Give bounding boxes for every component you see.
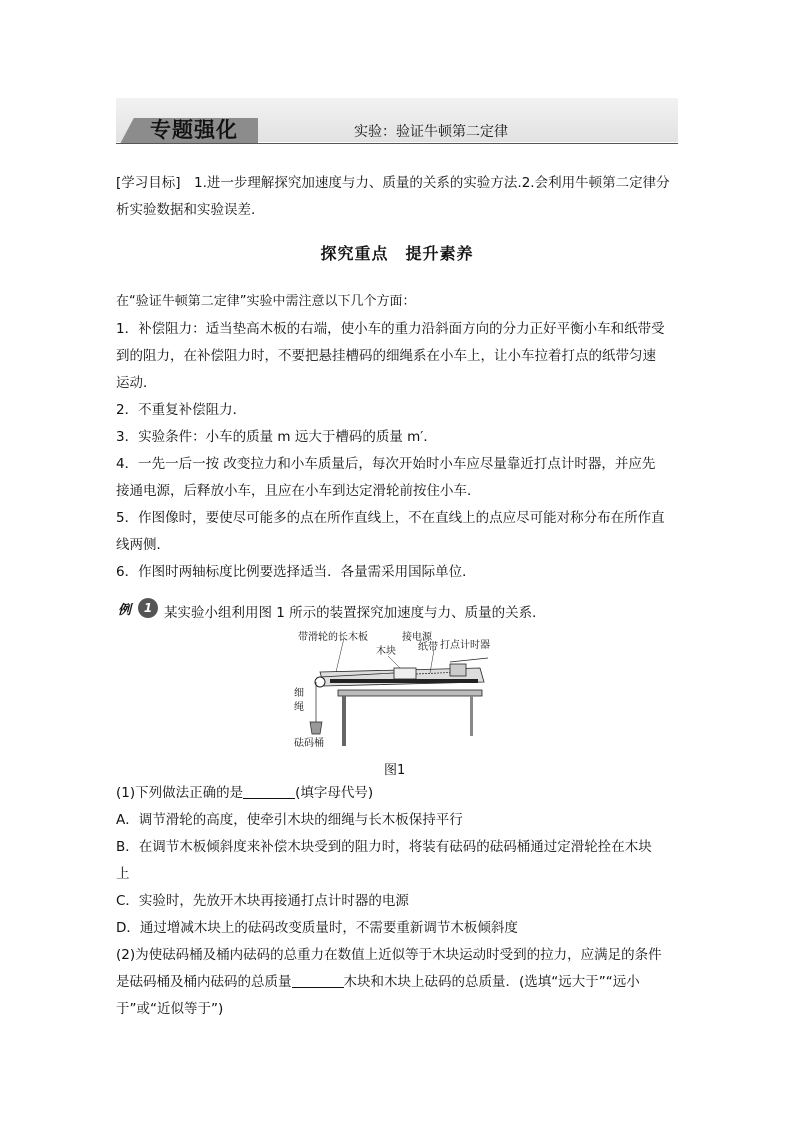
point-line: 接通电源，后释放小车，且应在小车到达定滑轮前按住小车． xyxy=(116,483,481,499)
label-rope-2: 绳 xyxy=(294,702,304,713)
header-rule xyxy=(116,143,678,144)
weight-bucket xyxy=(310,722,322,734)
label-block: 木块 xyxy=(376,646,396,657)
question-1 xyxy=(116,783,373,803)
point-line: 运动． xyxy=(116,375,157,391)
objectives-line-2: 析实验数据和实验误差. xyxy=(116,202,256,218)
question-2-line-3: 于”或“近似等于”) xyxy=(116,1001,224,1017)
question-1-suffix: (填字母代号) xyxy=(295,785,374,801)
example-badge xyxy=(116,597,162,619)
question-2-line-1: (2)为使砝码桶及桶内砝码的总重力在数值上近似等于木块运动时受到的拉力，应满足的条件 xyxy=(116,947,662,963)
table-top xyxy=(338,690,482,696)
option-b: B．在调节木板倾斜度来补偿木块受到的阻力时，将装有砝码的砝码桶通过定滑轮拴在木块 xyxy=(116,839,652,855)
timer xyxy=(450,664,466,676)
question-2-prefix: 是砝码桶及桶内砝码的总质量 xyxy=(116,974,292,990)
label-power: 接电源 xyxy=(402,632,432,643)
answer-blank[interactable] xyxy=(243,784,295,799)
header-tab-title: 专题强化 xyxy=(150,118,238,142)
point-line: 5．作图像时，要使尽可能多的点在所作直线上，不在直线上的点应尽可能对称分布在所作直 xyxy=(116,510,665,526)
option-d: D．通过增减木块上的砝码改变质量时，不需要重新调节木板倾斜度 xyxy=(116,920,518,936)
table-leg xyxy=(470,696,473,736)
point-line: 到的阻力，在补偿阻力时，不要把悬挂槽码的细绳系在小车上，让小车拉着打点的纸带匀速 xyxy=(116,348,656,364)
point-line: 3．实验条件：小车的质量 m 远大于槽码的质量 m′． xyxy=(116,429,437,445)
point-line: 线两侧． xyxy=(116,537,170,553)
label-board: 带滑轮的长木板 xyxy=(298,632,368,643)
objectives-line-1: [学习目标] 1.进一步理解探究加速度与力、质量的关系的实验方法.2.会利用牛顿第二定律分 xyxy=(116,175,670,191)
example-badge-number: 1 xyxy=(138,598,158,618)
answer-blank[interactable] xyxy=(292,973,344,988)
point-line: 2．不重复补偿阻力． xyxy=(116,402,247,418)
point-line: 6．作图时两轴标度比例要选择适当．各量需采用国际单位． xyxy=(116,564,476,580)
pulley xyxy=(315,677,325,687)
question-2-line-2 xyxy=(116,972,640,992)
label-tape: 纸带 xyxy=(418,642,438,653)
option-b-cont: 上 xyxy=(116,866,130,882)
board-track xyxy=(330,679,478,683)
figure-caption: 图1 xyxy=(384,763,406,778)
question-2-suffix: 木块和木块上砝码的总质量．(选填“远大于”“远小 xyxy=(343,974,640,990)
example-intro: 某实验小组利用图 1 所示的装置探究加速度与力、质量的关系． xyxy=(164,605,546,621)
power-cord xyxy=(450,658,488,662)
example-badge-label: 例 xyxy=(118,603,132,618)
question-1-prefix: (1)下列做法正确的是 xyxy=(116,785,244,801)
wooden-block xyxy=(394,668,416,679)
apparatus-figure xyxy=(290,630,490,748)
option-c: C．实验时，先放开木块再接通打点计时器的电源 xyxy=(116,893,409,909)
point-line: 1．补偿阻力：适当垫高木板的右端，使小车的重力沿斜面方向的分力正好平衡小车和纸带受 xyxy=(116,321,665,337)
label-rope-1: 细 xyxy=(294,688,304,699)
section-title: 探究重点 提升素养 xyxy=(320,244,474,263)
label-timer: 打点计时器 xyxy=(440,640,490,651)
table-leg xyxy=(342,696,346,746)
label-bucket: 砝码桶 xyxy=(294,738,324,748)
header-subtitle: 实验：验证牛顿第二定律 xyxy=(354,124,508,140)
option-a: A．调节滑轮的高度，使牵引木块的细绳与长木板保持平行 xyxy=(116,812,463,828)
intro-text: 在“验证牛顿第二定律”实验中需注意以下几个方面： xyxy=(116,294,416,309)
point-line: 4．一先一后一按 改变拉力和小车质量后，每次开始时小车应尽量靠近打点计时器，并应先 xyxy=(116,456,656,472)
